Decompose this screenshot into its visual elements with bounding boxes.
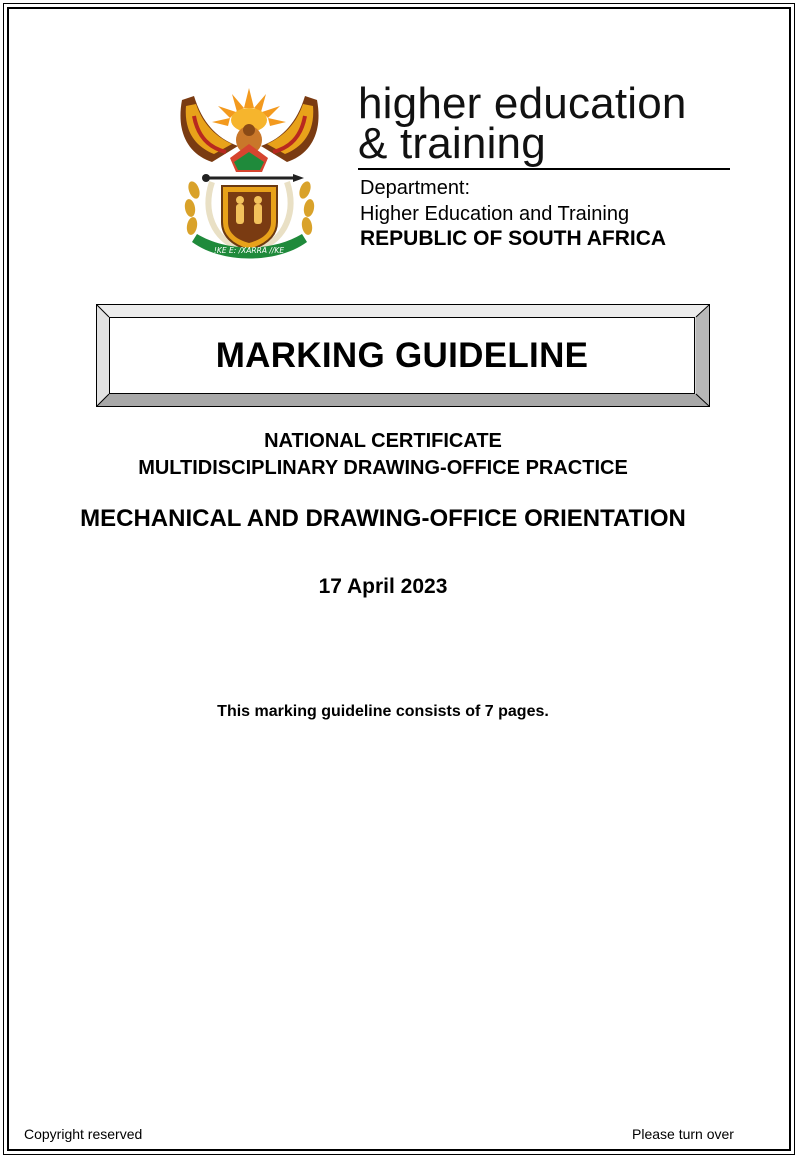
brand-line-1: higher education <box>358 79 687 128</box>
header-logo-area <box>172 79 732 267</box>
title-panel <box>109 317 695 394</box>
certificate-line-2: MULTIDISCIPLINARY DRAWING-OFFICE PRACTICE <box>138 457 628 479</box>
brand-divider <box>358 168 730 170</box>
coat-of-arms-icon <box>172 82 327 267</box>
title-frame <box>96 304 710 407</box>
department-block <box>358 79 732 267</box>
page-count-note: This marking guideline consists of 7 pages. <box>217 703 549 720</box>
brand-line-2: & training <box>358 119 546 168</box>
country-name: REPUBLIC OF SOUTH AFRICA <box>360 227 667 250</box>
document-title: MARKING GUIDELINE <box>215 335 589 375</box>
certificate-line-1: NATIONAL CERTIFICATE <box>264 430 502 452</box>
footer-turn-over: Please turn over <box>632 1126 734 1142</box>
subject-title: MECHANICAL AND DRAWING-OFFICE ORIENTATION <box>80 505 686 532</box>
exam-date: 17 April 2023 <box>318 575 448 598</box>
footer-copyright: Copyright reserved <box>24 1126 143 1142</box>
coat-of-arms-motto: !KE E: /XARRA //KE <box>213 246 285 255</box>
department-label: Department: <box>360 177 471 199</box>
department-name: Higher Education and Training <box>360 203 630 225</box>
